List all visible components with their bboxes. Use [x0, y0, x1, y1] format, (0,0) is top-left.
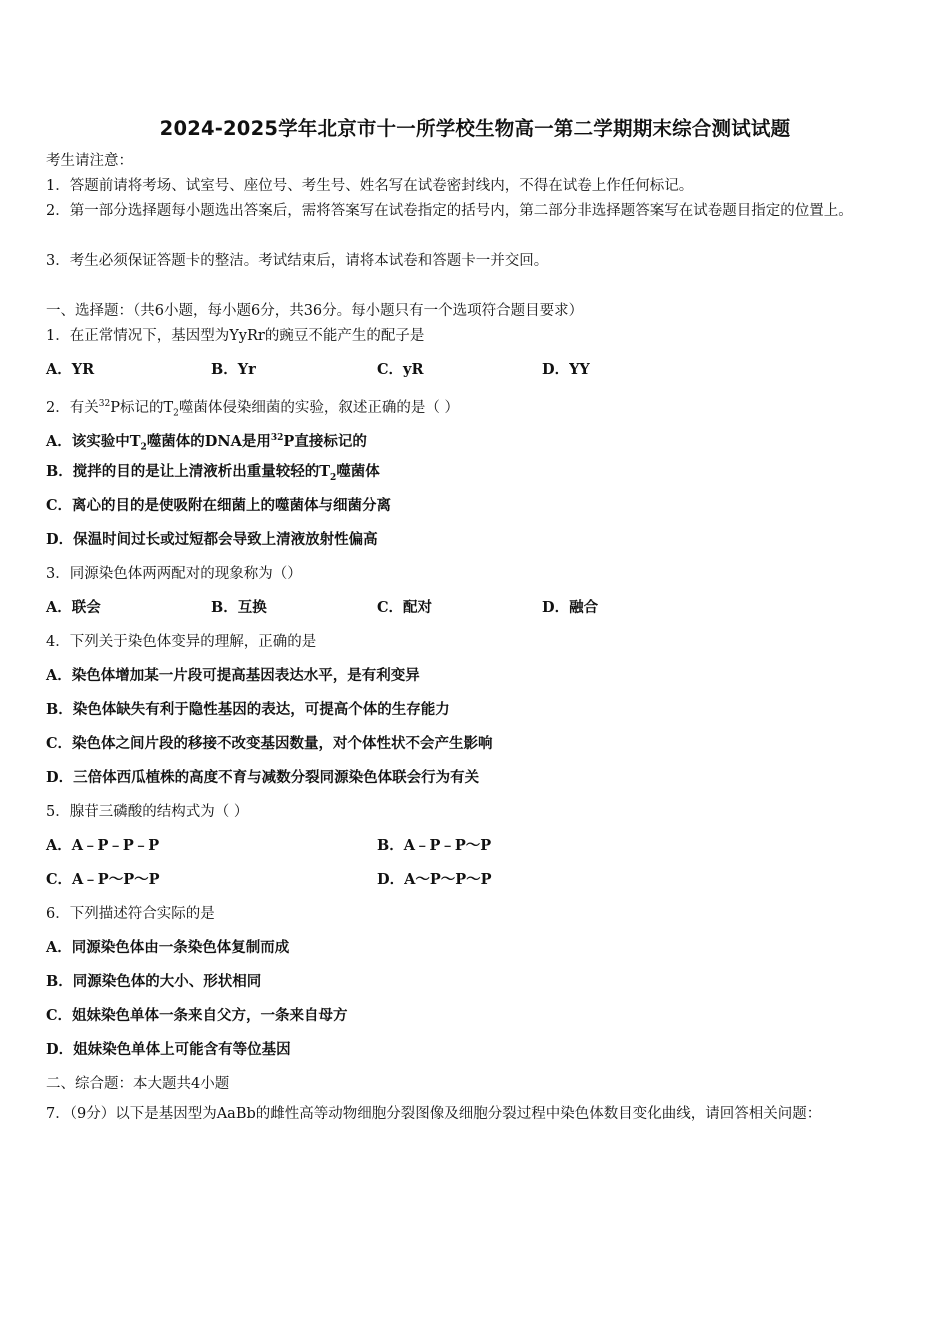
question-stem: 1．在正常情况下，基因型为YyRr的豌豆不能产生的配子是 [46, 328, 425, 344]
notice-heading: 考生请注意： [46, 153, 133, 169]
option: C．配对 [377, 599, 433, 616]
question-stem: 7．（9分）以下是基因型为AaBb的雌性高等动物细胞分裂图像及细胞分裂过程中染色体数目变化曲线，请回答相关问题： [46, 1106, 822, 1122]
option-row [46, 598, 906, 618]
question-stem: 3．同源染色体两两配对的现象称为（） [46, 566, 302, 582]
option: D．保温时间过长或过短都会导致上清液放射性偏高 [46, 531, 378, 548]
notice-item: 1．答题前请将考场、试室号、座位号、考生号、姓名写在试卷密封线内，不得在试卷上作任何标记。 [46, 178, 694, 194]
page-title: 2024-2025学年北京市十一所学校生物高一第二学期期末综合测试试题 [159, 117, 791, 140]
option: D．融合 [542, 599, 599, 616]
option: D．YY [542, 361, 590, 378]
option: D．A～P～P～P [377, 871, 492, 888]
option: D．姐妹染色单体上可能含有等位基因 [46, 1041, 291, 1058]
option: A．该实验中$T_2$噬菌体的DNA是用$^{32}$P直接标记的 [46, 432, 367, 453]
option: C．染色体之间片段的移接不改变基因数量，对个体性状不会产生影响 [46, 735, 493, 752]
option: A．YR [46, 361, 95, 378]
option: B．A﹣P﹣P～P [377, 837, 492, 854]
option: B．搅拌的目的是让上清液析出重量较轻的$T_2$噬菌体 [46, 463, 380, 483]
question-stem: 6．下列描述符合实际的是 [46, 906, 215, 922]
option: A．A﹣P﹣P﹣P [46, 837, 160, 854]
option: C．yR [377, 361, 424, 378]
option: B．染色体缺失有利于隐性基因的表达，可提高个体的生存能力 [46, 701, 450, 718]
section-heading: 二、综合题：本大题共4小题 [46, 1076, 230, 1092]
section-heading: 一、选择题：（共6小题，每小题6分，共36分。每小题只有一个选项符合题目要求） [46, 303, 584, 319]
question-stem: 5．腺苷三磷酸的结构式为（ ） [46, 804, 249, 820]
option: D．三倍体西瓜植株的高度不育与减数分裂同源染色体联会行为有关 [46, 769, 480, 786]
notice-item: 3．考生必须保证答题卡的整洁。考试结束后，请将本试卷和答题卡一并交回。 [46, 253, 549, 269]
option: A．联会 [46, 599, 101, 616]
option: C．姐妹染色单体一条来自父方，一条来自母方 [46, 1007, 348, 1024]
option: B．互换 [211, 599, 267, 616]
option-row [46, 836, 906, 856]
option: B．Yr [211, 361, 256, 378]
option-row [46, 360, 906, 380]
option: A．同源染色体由一条染色体复制而成 [46, 939, 290, 956]
question-stem: 2．有关$^{32}$P标记的$T_2$噬菌体侵染细菌的实验，叙述正确的是（ ） [46, 399, 459, 419]
option: C．A﹣P～P～P [46, 871, 160, 888]
notice-item: 2．第一部分选择题每小题选出答案后，需将答案写在试卷指定的括号内，第二部分非选择题答案写在试卷题目指定的位置上。 [46, 203, 853, 219]
option: A．染色体增加某一片段可提高基因表达水平，是有利变异 [46, 667, 420, 684]
option: B．同源染色体的大小、形状相同 [46, 973, 262, 990]
option-row [46, 870, 906, 890]
option: C．离心的目的是使吸附在细菌上的噬菌体与细菌分离 [46, 497, 392, 514]
question-stem: 4．下列关于染色体变异的理解，正确的是 [46, 634, 317, 650]
